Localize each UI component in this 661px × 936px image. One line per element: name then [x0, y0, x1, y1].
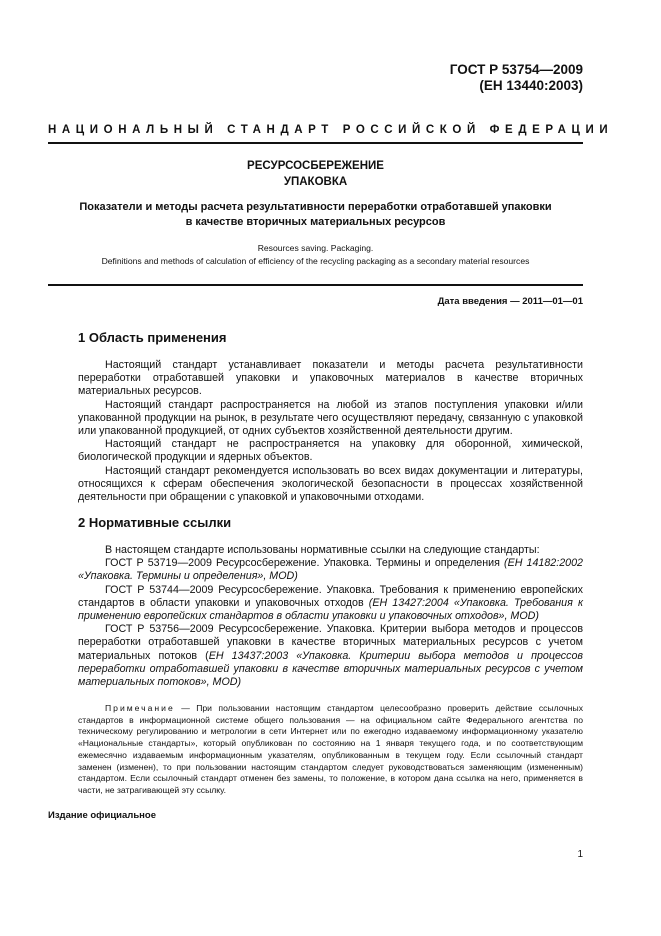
english-title [48, 242, 583, 268]
gost-number: ГОСТ Р 53754—2009 [449, 62, 583, 77]
note-block [78, 703, 583, 797]
note-text: — При пользовании настоящим стандартом целесообразно проверить действие ссылочных стандартов в информационной системе общего пользования — на официальном сайте Федерального агентства по техническому регулированию и метрологии в сети Интернет или по ежегодно издаваемому информационному указателю «Национальные стандарты», который опубликован по состоянию на 1 января текущего года, и по соответствующим ежемесячно издаваемым информационным указателям, опубликованным в текущем году. Если ссылочный стандарт заменен (изменен), то при пользовании настоящим стандартом следует руководствоваться заменяющим (измененным) стандартом. Если ссылочный стандарт отменен без замены, то положение, в котором дана ссылка на него, применяется в части, не затрагивающей эту ссылку. [78, 703, 583, 795]
introduction-date: Дата введения — 2011—01—01 [437, 296, 583, 307]
main-title [48, 200, 583, 230]
references-intro: В настоящем стандарте использованы нормативные ссылки на следующие стандарты: [105, 544, 540, 556]
note-label: Примечание [105, 703, 175, 713]
section-2-body [78, 544, 583, 689]
section-1-paragraph: Настоящий стандарт устанавливает показатели и методы расчета результативности переработки отработавшей упаковки и упаковочных материалов в качестве вторичных материальных ресурсов. [78, 359, 583, 398]
section-1-paragraph: Настоящий стандарт распространяется на любой из этапов поступления упаковки и/или упакованной продукции на рынок, в результате чего осуществляют передачу, связанную с упаковкой или упакованной продукцией, от одних субъектов хозяйственной деятельности другим. [78, 398, 583, 438]
title-rule [48, 284, 583, 286]
section-1-paragraph: Настоящий стандарт рекомендуется использовать во всех видах документации и литературы, относящихся к сферам обеспечения экологической безопасности в процессах хозяйственной деятельности при обращении с упаковкой и упаковочными отходами. [78, 464, 583, 504]
en-number: (ЕН 13440:2003) [479, 78, 583, 93]
top-rule [48, 142, 583, 144]
english-title-line-2: Definitions and methods of calculation of efficiency of the recycling packaging as a secondary material resources [101, 256, 530, 266]
section-1-body [78, 359, 583, 504]
title-line-1: РЕСУРСОСБЕРЕЖЕНИЕ [247, 160, 384, 172]
reference-item: ГОСТ Р 53756—2009 Ресурсосбережение. Упаковка. Критерии выбора методов и процессов переработки отработавшей упаковки в качестве вторичных материальных ресурсов с учетом материальных потоков (ЕН 13437:2003 «Упаковка. Критерии выбора методов и процессов переработки отработавшей упаковки в качестве вторичных материальных ресурсов с учетом материальных потоков», MOD) [78, 623, 583, 689]
reference-item: ГОСТ Р 53744—2009 Ресурсосбережение. Упаковка. Требования к применению европейских стандартов в области упаковки и упаковочных отходов (ЕН 13427:2004 «Упаковка. Требования к применению европейских стандартов в области упаковки и упаковочных отходов», MOD) [78, 583, 584, 623]
section-1-paragraph: Настоящий стандарт не распространяется на упаковку для оборонной, химической, биологической продукции и ядерных объектов. [78, 438, 583, 464]
page-number: 1 [577, 849, 583, 860]
english-title-line-1: Resources saving. Packaging. [257, 243, 374, 253]
title-line-2: УПАКОВКА [283, 176, 348, 188]
national-standard-banner: НАЦИОНАЛЬНЫЙ СТАНДАРТ РОССИЙСКОЙ ФЕДЕРАЦИИ [48, 124, 614, 136]
section-1-heading: 1 Область применения [78, 330, 227, 345]
title-block [48, 158, 583, 190]
main-title-line-1: Показатели и методы расчета результативности переработки отработавшей упаковки [79, 201, 552, 213]
document-number-block [450, 62, 583, 94]
reference-item: ГОСТ Р 53719—2009 Ресурсосбережение. Упаковка. Термины и определения (ЕН 14182:2002 «Упаковка. Термины и определения», MOD) [78, 557, 583, 583]
section-2-heading: 2 Нормативные ссылки [78, 515, 232, 530]
main-title-line-2: в качестве вторичных материальных ресурсов [185, 216, 446, 228]
edition-label: Издание официальное [48, 810, 156, 821]
